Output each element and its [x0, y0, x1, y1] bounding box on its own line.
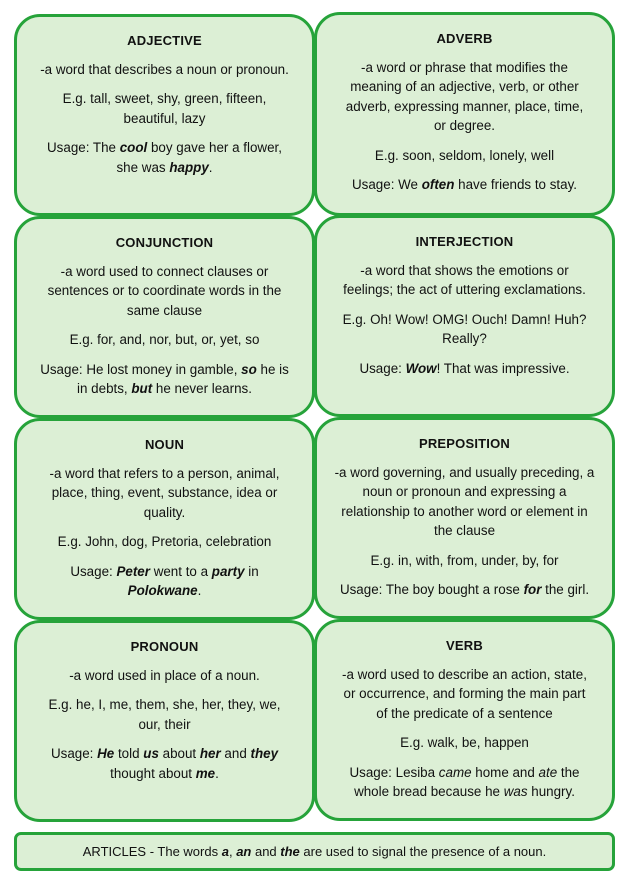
articles-note: ARTICLES - The words a, an and the are used to signal the presence of a noun.	[14, 832, 615, 871]
noun-card	[14, 418, 315, 620]
card-title: PREPOSITION	[418, 436, 511, 451]
card-definition: -a word or phrase that modifies the meaning of an adjective, verb, or other adverb, expressing manner, place, time, or degree.	[345, 59, 584, 133]
adjective-card	[14, 14, 315, 216]
verb-card	[314, 619, 615, 821]
conjunction-card	[14, 216, 315, 418]
card-definition: -a word that refers to a person, animal, place, thing, event, substance, idea or quality.	[49, 465, 280, 520]
card-example: E.g. Oh! Wow! OMG! Ouch! Damn! Huh? Really?	[342, 311, 587, 346]
card-example: E.g. tall, sweet, shy, green, fifteen, beautiful, lazy	[62, 91, 267, 126]
card-example: E.g. walk, be, happen	[400, 735, 529, 750]
card-usage: Usage: The boy bought a rose for the girl.	[339, 582, 590, 597]
card-definition: -a word that shows the emotions or feelings; the act of uttering exclamations.	[343, 262, 586, 297]
card-usage: Usage: Peter went to a party in Polokwane.	[70, 563, 259, 598]
card-example: E.g. in, with, from, under, by, for	[370, 552, 559, 568]
card-usage: Usage: Lesiba came home and ate the whole bread because he was hungry.	[349, 764, 580, 799]
preposition-card	[314, 417, 615, 619]
card-definition: -a word that describes a noun or pronoun.	[40, 61, 289, 77]
card-example: E.g. for, and, nor, but, or, yet, so	[69, 332, 260, 347]
card-title: VERB	[446, 638, 483, 653]
card-usage: Usage: We often have friends to stay.	[351, 177, 577, 192]
card-example: E.g. soon, seldom, lonely, well	[374, 147, 555, 163]
card-definition: -a word used in place of a noun.	[69, 667, 260, 683]
interjection-card	[314, 215, 615, 417]
pronoun-card	[14, 620, 315, 822]
card-usage: Usage: He lost money in gamble, so he is in debts, but he never learns.	[40, 361, 289, 396]
adverb-card	[314, 12, 615, 216]
card-usage: Usage: The cool boy gave her a flower, she was happy.	[47, 140, 282, 175]
card-definition: -a word used to connect clauses or sentences or to coordinate words in the same clause	[47, 263, 282, 318]
card-title: ADVERB	[436, 31, 493, 46]
card-title: PRONOUN	[130, 639, 199, 654]
card-title: ADJECTIVE	[127, 33, 202, 48]
card-usage: Usage: He told us about her and they thought about me.	[50, 746, 279, 781]
card-example: E.g. John, dog, Pretoria, celebration	[57, 534, 272, 549]
card-definition: -a word used to describe an action, state, or occurrence, and forming the main part of the predicate of a sentence	[342, 666, 587, 721]
card-usage: Usage: Wow! That was impressive.	[359, 360, 570, 376]
card-title: INTERJECTION	[415, 234, 514, 249]
card-definition: -a word governing, and usually preceding, a noun or pronoun and expressing a relationship to another word or element in the clause	[334, 464, 595, 538]
card-title: CONJUNCTION	[115, 235, 214, 250]
card-example: E.g. he, I, me, them, she, her, they, we, our, their	[48, 697, 281, 732]
card-title: NOUN	[144, 437, 185, 452]
